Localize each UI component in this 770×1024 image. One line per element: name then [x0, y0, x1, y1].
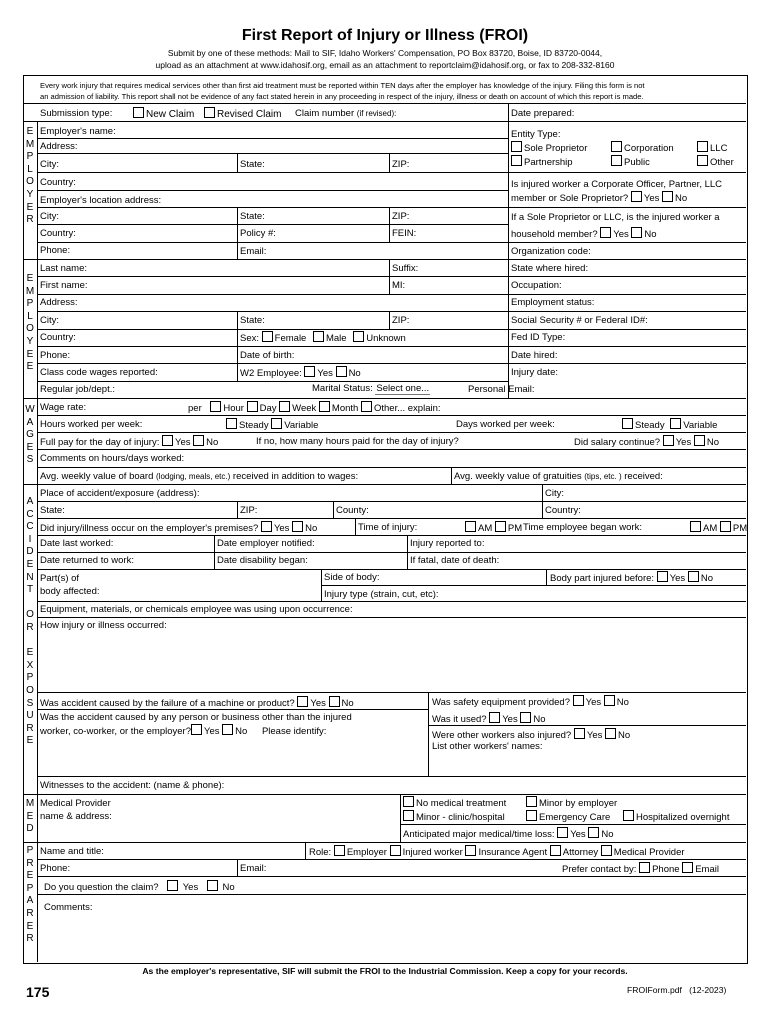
row-line — [508, 172, 746, 173]
claim-number-label[interactable]: Claim number (if revised): — [295, 108, 397, 119]
row-line — [508, 346, 746, 347]
section-label-wages: W A G E S — [25, 404, 35, 466]
accident-country-field[interactable]: Country: — [545, 505, 581, 516]
injury-type-field[interactable]: Injury type (strain, cut, etc): — [324, 589, 439, 600]
question-claim: Do you question the claim? Yes No — [44, 882, 235, 893]
hour-checkbox[interactable] — [210, 401, 221, 412]
contact-phone-checkbox[interactable] — [639, 862, 650, 873]
role-medical-provider-checkbox[interactable] — [601, 845, 612, 856]
injury-date-field[interactable]: Injury date: — [511, 367, 558, 378]
notice-line1: Every work injury that requires medical services other than first aid treatment must be reported within TEN days after the employer has knowledge of the injury. Filing this form is not — [40, 81, 645, 90]
employee-country-field[interactable]: Country: — [40, 332, 76, 343]
preparer-name-title-field[interactable]: Name and title: — [40, 846, 104, 857]
location-zip-field[interactable]: ZIP: — [392, 211, 410, 222]
row-line — [37, 535, 746, 536]
minor-by-employer-checkbox[interactable]: Minor by employer — [526, 796, 617, 809]
cell-line — [237, 242, 238, 259]
date-prepared-field[interactable]: Date prepared: — [511, 108, 575, 119]
first-name-field[interactable]: First name: — [40, 280, 88, 291]
row-line — [508, 207, 746, 208]
row-line — [37, 569, 746, 570]
section-label-employer: E M P L O Y E R — [25, 126, 35, 226]
corp-officer-question: Is injured worker a Corporate Officer, Partner, LLC — [511, 179, 723, 190]
divider — [23, 842, 746, 843]
side-of-body-field[interactable]: Side of body: — [324, 572, 380, 583]
employee-phone-field[interactable]: Phone: — [40, 350, 71, 361]
question-claim-no-checkbox[interactable] — [207, 880, 218, 891]
corporation-checkbox[interactable]: Corporation — [611, 141, 674, 154]
body-part-before-question: Body part injured before: Yes No — [550, 573, 713, 584]
hours-steady-checkbox[interactable] — [226, 418, 237, 429]
machine-failure-question: Was accident caused by the failure of a machine or product? Yes No — [40, 698, 354, 709]
male-checkbox[interactable] — [313, 331, 324, 342]
location-country-field[interactable]: Country: — [40, 228, 76, 239]
employer-location-address-field[interactable]: Employer's location address: — [40, 195, 162, 206]
section-label-accident: A C C I D E N T O R E X P O S U R E — [26, 496, 34, 747]
divider — [23, 398, 746, 399]
row-line — [508, 242, 746, 243]
corp-officer-yes-checkbox[interactable] — [631, 191, 642, 202]
safety-yes-checkbox[interactable] — [573, 695, 584, 706]
cell-line — [389, 311, 390, 329]
regular-job-field[interactable]: Regular job/dept.: — [40, 384, 115, 395]
row-line — [37, 190, 508, 191]
entity-type-label: Entity Type: — [511, 129, 561, 140]
other-workers-no-checkbox[interactable] — [605, 728, 616, 739]
other-workers-yes-checkbox[interactable] — [574, 728, 585, 739]
comments-hours-field[interactable]: Comments on hours/days worked: — [40, 453, 185, 464]
row-line — [37, 153, 508, 154]
divider — [23, 794, 746, 795]
corp-officer-question-line2: member or Sole Proprietor? Yes No — [511, 193, 688, 204]
partnership-checkbox[interactable]: Partnership — [511, 155, 573, 168]
witnesses-field[interactable]: Witnesses to the accident: (name & phone): — [40, 780, 225, 791]
preparer-email-field[interactable]: Email: — [240, 863, 267, 874]
injury-pm-checkbox[interactable] — [495, 521, 506, 532]
role-injured-worker-checkbox[interactable] — [390, 845, 401, 856]
employer-email-field[interactable]: Email: — [240, 246, 267, 257]
accident-city-field[interactable]: City: — [545, 488, 564, 499]
used-no-checkbox[interactable] — [520, 712, 531, 723]
date-hired-field[interactable]: Date hired: — [511, 350, 558, 361]
injury-am-pm: AM PM — [465, 521, 522, 534]
salary-yes-checkbox[interactable] — [663, 435, 674, 446]
date-of-birth-field[interactable]: Date of birth: — [240, 350, 295, 361]
cell-line — [305, 842, 306, 859]
female-checkbox[interactable] — [262, 331, 273, 342]
submission-type-label: Submission type: — [40, 108, 113, 119]
full-pay-question: Full pay for the day of injury: Yes No — [40, 437, 219, 448]
day-checkbox[interactable] — [247, 401, 258, 412]
preparer-phone-field[interactable]: Phone: — [40, 863, 71, 874]
began-am-checkbox[interactable] — [690, 521, 701, 532]
hours-variable-checkbox[interactable] — [271, 418, 282, 429]
how-injury-occurred-field[interactable]: How injury or illness occurred: — [40, 620, 167, 631]
section-label-medical: M E D — [25, 798, 35, 835]
month-checkbox[interactable] — [319, 401, 330, 412]
avg-gratuities-field[interactable]: Avg. weekly value of gratuities (tips, etc. ) received: — [454, 471, 663, 482]
days-variable-checkbox[interactable] — [670, 418, 681, 429]
row-line — [508, 329, 746, 330]
sex-field: Sex: Female Male Unknown — [240, 333, 406, 344]
fein-field[interactable]: FEIN: — [392, 228, 417, 239]
personal-email-field[interactable]: Personal Email: — [468, 384, 535, 395]
row-line — [321, 585, 746, 586]
form-title: First Report of Injury or Illness (FROI) — [241, 27, 529, 44]
employer-phone-field[interactable]: Phone: — [40, 245, 71, 256]
date-disability-field[interactable]: Date disability began: — [217, 555, 308, 566]
medical-provider-field[interactable]: name & address: — [40, 811, 112, 822]
location-state-field[interactable]: State: — [240, 211, 265, 222]
revised-claim-checkbox[interactable]: Revised Claim — [204, 107, 281, 120]
caused-by-person-line2: worker, co-worker, or the employer? Yes No Please identify: — [40, 726, 327, 737]
row-line — [37, 381, 508, 382]
employer-country-field[interactable]: Country: — [40, 177, 76, 188]
household-yes-checkbox[interactable] — [600, 227, 611, 238]
other-entity-checkbox[interactable]: Other — [697, 155, 734, 168]
corp-officer-no-checkbox[interactable] — [662, 191, 673, 202]
employer-city-field[interactable]: City: — [40, 159, 59, 170]
employer-name-field[interactable]: Employer's name: — [40, 126, 116, 137]
hours-steady-variable: Steady Variable — [226, 418, 318, 431]
row-line — [37, 467, 746, 468]
w2-employee-field: W2 Employee: Yes No — [240, 368, 361, 379]
cell-line — [333, 501, 334, 518]
row-line — [37, 242, 508, 243]
row-line — [37, 617, 746, 618]
full-pay-yes-checkbox[interactable] — [162, 435, 173, 446]
date-last-worked-field[interactable]: Date last worked: — [40, 538, 114, 549]
body-part-no-checkbox[interactable] — [688, 571, 699, 582]
ssn-field[interactable]: Social Security # or Federal ID#: — [511, 315, 648, 326]
location-city-field[interactable]: City: — [40, 211, 59, 222]
cell-line — [389, 153, 390, 172]
llc-checkbox[interactable]: LLC — [697, 141, 727, 154]
accident-zip-field[interactable]: ZIP: — [240, 505, 258, 516]
machine-no-checkbox[interactable] — [329, 696, 340, 707]
premises-question: Did injury/illness occur on the employer's premises? Yes No — [40, 523, 318, 534]
row-line — [37, 138, 508, 139]
row-line — [37, 415, 746, 416]
state-where-hired-field[interactable]: State where hired: — [511, 263, 589, 274]
role-insurance-agent-checkbox[interactable] — [465, 845, 476, 856]
divider — [23, 484, 746, 485]
suffix-field[interactable]: Suffix: — [392, 263, 419, 274]
person-no-checkbox[interactable] — [222, 724, 233, 735]
submit-instructions-line1: Submit by one of these methods: Mail to SIF, Idaho Workers' Compensation, PO Box 83720, Boise, ID 83720-0044, — [167, 48, 603, 58]
sole-proprietor-checkbox[interactable]: Sole Proprietor — [511, 141, 587, 154]
accident-county-field[interactable]: County: — [336, 505, 369, 516]
fed-id-type-field[interactable]: Fed ID Type: — [511, 332, 566, 343]
injury-reported-to-field[interactable]: Injury reported to: — [410, 538, 485, 549]
row-line — [37, 894, 746, 895]
cell-line — [355, 518, 356, 535]
w2-no-checkbox[interactable] — [336, 366, 347, 377]
public-checkbox[interactable]: Public — [611, 155, 650, 168]
row-line — [508, 121, 746, 122]
cell-line — [237, 501, 238, 518]
was-it-used-question: Was it used? Yes No — [432, 714, 546, 725]
footer-note: As the employer's representative, SIF will submit the FROI to the Industrial Commission. Keep a copy for your records. — [142, 966, 628, 976]
column-divider — [508, 103, 509, 398]
household-question-line2: household member? Yes No — [511, 229, 657, 240]
anticipated-yes-checkbox[interactable] — [557, 827, 568, 838]
employee-zip-field[interactable]: ZIP: — [392, 315, 410, 326]
row-line — [37, 276, 508, 277]
person-yes-checkbox[interactable] — [191, 724, 202, 735]
w2-yes-checkbox[interactable] — [304, 366, 315, 377]
row-line — [508, 311, 746, 312]
preparer-role-options: Role: Employer Injured worker Insurance Agent Attorney Medical Provider — [309, 847, 685, 858]
employee-address-field[interactable]: Address: — [40, 297, 78, 308]
other-workers-names-field[interactable]: List other workers' names: — [432, 741, 543, 752]
row-line — [508, 363, 746, 364]
began-am-pm: AM PM — [690, 521, 747, 534]
row-line — [37, 518, 746, 519]
date-returned-field[interactable]: Date returned to work: — [40, 555, 134, 566]
section-label-employee: E M P L O Y E E — [25, 273, 35, 373]
wage-period-options: per Hour Day Week Month Other... explain: — [188, 403, 441, 414]
body-part-yes-checkbox[interactable] — [657, 571, 668, 582]
other-workers-question: Were other workers also injured? Yes No — [432, 730, 631, 741]
organization-code-field[interactable]: Organization code: — [511, 246, 591, 257]
began-pm-checkbox[interactable] — [720, 521, 731, 532]
safety-equipment-question: Was safety equipment provided? Yes No — [432, 697, 629, 708]
row-line — [37, 346, 508, 347]
hospitalized-overnight-checkbox[interactable]: Hospitalized overnight — [623, 810, 729, 823]
cell-line — [451, 467, 452, 484]
employer-state-field[interactable]: State: — [240, 159, 265, 170]
employer-zip-field[interactable]: ZIP: — [392, 159, 410, 170]
premises-yes-checkbox[interactable] — [261, 521, 272, 532]
row-line — [37, 692, 746, 693]
household-question: If a Sole Proprietor or LLC, is the injured worker a — [511, 212, 720, 223]
parts-label: Part(s) of — [40, 573, 80, 584]
row-line — [37, 501, 746, 502]
row-line — [37, 876, 746, 877]
machine-yes-checkbox[interactable] — [297, 696, 308, 707]
question-claim-yes-checkbox[interactable] — [167, 880, 178, 891]
row-line — [37, 449, 746, 450]
row-line — [37, 172, 508, 173]
place-of-accident-field[interactable]: Place of accident/exposure (address): — [40, 488, 200, 499]
row-line — [37, 601, 746, 602]
time-of-injury-field[interactable]: Time of injury: — [358, 522, 418, 533]
household-no-checkbox[interactable] — [631, 227, 642, 238]
role-attorney-checkbox[interactable] — [550, 845, 561, 856]
class-code-field[interactable]: Class code wages reported: — [40, 367, 158, 378]
policy-number-field[interactable]: Policy #: — [240, 228, 276, 239]
employer-address-field[interactable]: Address: — [40, 141, 78, 152]
mi-field[interactable]: MI: — [392, 280, 406, 291]
row-line — [400, 824, 746, 825]
days-per-week-field[interactable]: Days worked per week: — [456, 419, 555, 430]
date-employer-notified-field[interactable]: Date employer notified: — [217, 538, 315, 549]
notice-line2: an admission of liability. This report shall not be evidence of any fact stated herein in any proceeding in respect of the injury, illness or death on account of which this report is made. — [40, 92, 644, 101]
row-line — [37, 709, 428, 710]
contact-email-checkbox[interactable] — [682, 862, 693, 873]
cell-line — [546, 569, 547, 585]
full-pay-no-checkbox[interactable] — [193, 435, 204, 446]
week-checkbox[interactable] — [279, 401, 290, 412]
hours-per-week-field[interactable]: Hours worked per week: — [40, 419, 143, 430]
no-medical-treatment-checkbox[interactable]: No medical treatment — [403, 796, 506, 809]
medical-provider-label: Medical Provider — [40, 798, 111, 809]
date-of-death-field[interactable]: If fatal, date of death: — [410, 555, 500, 566]
employment-status-field[interactable]: Employment status: — [511, 297, 595, 308]
accident-state-field[interactable]: State: — [40, 505, 65, 516]
caused-by-person-question: Was the accident caused by any person or business other than the injured — [40, 712, 352, 723]
marital-status-field: Marital Status: Select one... — [312, 383, 430, 394]
salary-no-checkbox[interactable] — [694, 435, 705, 446]
days-steady-checkbox[interactable] — [622, 418, 633, 429]
occupation-field[interactable]: Occupation: — [511, 280, 562, 291]
page-number: 175 — [26, 984, 50, 1000]
cell-line — [400, 794, 401, 842]
row-line — [37, 552, 746, 553]
cell-line — [237, 859, 238, 876]
row-line — [508, 276, 746, 277]
preparer-comments-field[interactable]: Comments: — [44, 902, 93, 913]
used-yes-checkbox[interactable] — [489, 712, 500, 723]
role-employer-checkbox[interactable] — [334, 845, 345, 856]
new-claim-checkbox[interactable]: New Claim — [133, 107, 194, 120]
marital-status-select[interactable]: Select one... — [376, 383, 430, 394]
row-line — [37, 294, 508, 295]
other-period-checkbox[interactable] — [361, 401, 372, 412]
row-line — [37, 224, 508, 225]
unknown-checkbox[interactable] — [353, 331, 364, 342]
employee-city-field[interactable]: City: — [40, 315, 59, 326]
cell-line — [428, 692, 429, 776]
row-line — [37, 329, 508, 330]
row-line — [508, 294, 746, 295]
anticipated-no-checkbox[interactable] — [588, 827, 599, 838]
avg-board-field[interactable]: Avg. weekly value of board (lodging, meals, etc.) received in addition to wages: — [40, 471, 359, 482]
anticipated-major-medical: Anticipated major medical/time loss: Yes No — [403, 829, 614, 840]
row-line — [37, 363, 508, 364]
body-affected-field[interactable]: body affected: — [40, 586, 100, 597]
minor-clinic-checkbox[interactable]: Minor - clinic/hospital — [403, 810, 505, 823]
salary-continue-question: Did salary continue? Yes No — [574, 437, 720, 448]
form-border — [23, 75, 748, 964]
divider — [23, 259, 746, 260]
section-label-preparer: P R E P A R E R — [26, 845, 34, 945]
employee-state-field[interactable]: State: — [240, 315, 265, 326]
section-label-column — [37, 121, 38, 962]
safety-no-checkbox[interactable] — [604, 695, 615, 706]
submit-instructions-line2: upload as an attachment at www.idahosif.org, email as an attachment to reportclaim@idahosif.org, or fax to 208-332-8160 — [155, 60, 615, 70]
wage-rate-field[interactable]: Wage rate: — [40, 402, 87, 413]
row-line — [37, 776, 746, 777]
time-began-work-field[interactable]: Time employee began work: — [523, 522, 642, 533]
equipment-field[interactable]: Equipment, materials, or chemicals employee was using upon occurrence: — [40, 604, 353, 615]
row-line — [37, 859, 746, 860]
row-line — [37, 207, 508, 208]
row-line — [428, 725, 746, 726]
divider — [23, 103, 746, 104]
row-line — [37, 432, 746, 433]
row-line — [37, 311, 508, 312]
prefer-contact-options: Prefer contact by: Phone Email — [562, 864, 719, 875]
cell-line — [237, 153, 238, 172]
injury-am-checkbox[interactable] — [465, 521, 476, 532]
hours-paid-question[interactable]: If no, how many hours paid for the day of injury? — [256, 436, 459, 447]
emergency-care-checkbox[interactable]: Emergency Care — [526, 810, 610, 823]
premises-no-checkbox[interactable] — [292, 521, 303, 532]
form-id: FROIForm.pdf (12-2023) — [627, 985, 727, 995]
days-steady-variable: Steady Variable — [622, 418, 717, 431]
last-name-field[interactable]: Last name: — [40, 263, 87, 274]
